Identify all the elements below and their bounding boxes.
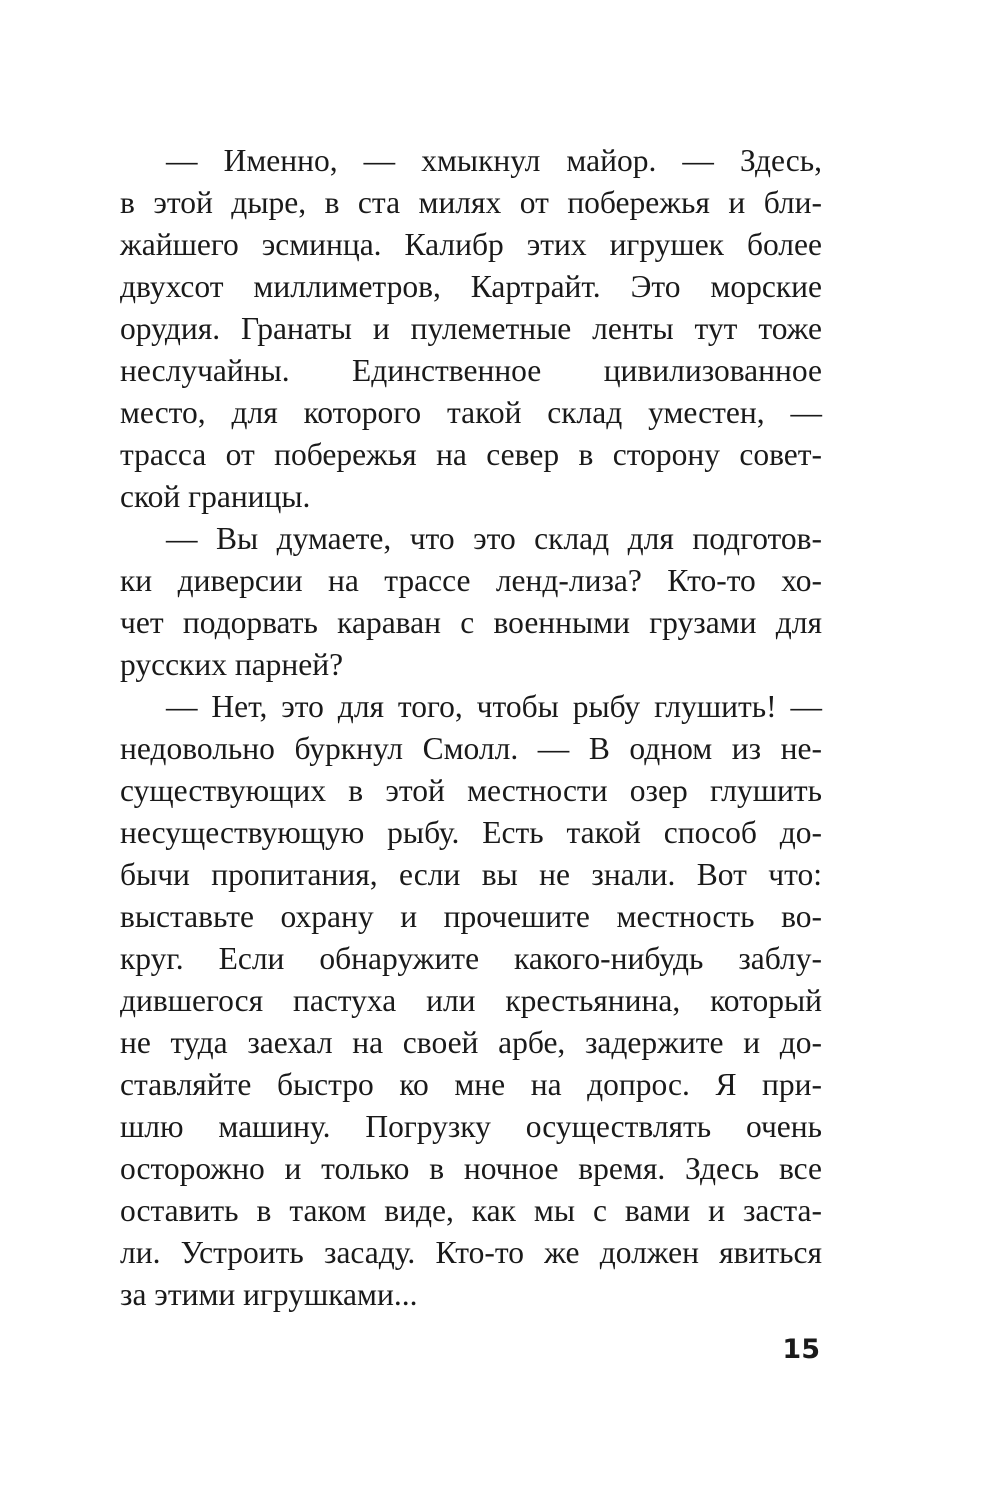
text-line: недовольно буркнул Смолл. — В одном из не- [120, 731, 822, 766]
text-line: — Нет, это для того, чтобы рыбу глушить! — [166, 689, 822, 724]
text-line: ки диверсии на трассе ленд-лиза? Кто-то хо- [120, 563, 822, 598]
text-line: ской границы. [120, 479, 311, 514]
text-line: бычи пропитания, если вы не знали. Вот что: [120, 857, 822, 892]
text-line: оставить в таком виде, как мы с вами и заста- [120, 1193, 822, 1228]
text-line: русских парней? [120, 647, 344, 682]
text-line: в этой дыре, в ста милях от побережья и бли- [120, 185, 822, 220]
text-line: неслучайны. Единственное цивилизованное [120, 353, 822, 388]
text-line: трасса от побережья на север в сторону совет- [120, 437, 822, 472]
text-line: двухсот миллиметров, Картрайт. Это морские [120, 269, 822, 304]
text-line: ставляйте быстро ко мне на допрос. Я при- [120, 1067, 822, 1102]
text-line: не туда заехал на своей арбе, задержите и до- [120, 1025, 822, 1060]
text-line: шлю машину. Погрузку осуществлять очень [120, 1109, 822, 1144]
text-line: несуществующую рыбу. Есть такой способ до- [120, 815, 822, 850]
text-line: дившегося пастуха или крестьянина, который [120, 983, 822, 1018]
page-body-text [120, 140, 822, 1316]
text-line: осторожно и только в ночное время. Здесь все [120, 1151, 822, 1186]
text-line: место, для которого такой склад уместен, — [120, 395, 822, 430]
text-line: — Вы думаете, что это склад для подготов- [166, 521, 822, 556]
text-line: за этими игрушками... [120, 1277, 418, 1312]
text-line: ли. Устроить засаду. Кто-то же должен явиться [120, 1235, 822, 1270]
text-line: — Именно, — хмыкнул майор. — Здесь, [166, 143, 822, 178]
text-line: выставьте охрану и прочешите местность во- [120, 899, 822, 934]
text-line: жайшего эсминца. Калибр этих игрушек более [120, 227, 822, 262]
page-number: 15 [782, 1334, 820, 1365]
text-line: орудия. Гранаты и пулеметные ленты тут тоже [120, 311, 822, 346]
text-line: существующих в этой местности озер глушить [120, 773, 822, 808]
text-line: чет подорвать караван с военными грузами для [120, 605, 822, 640]
text-line: круг. Если обнаружите какого-нибудь заблу- [120, 941, 822, 976]
